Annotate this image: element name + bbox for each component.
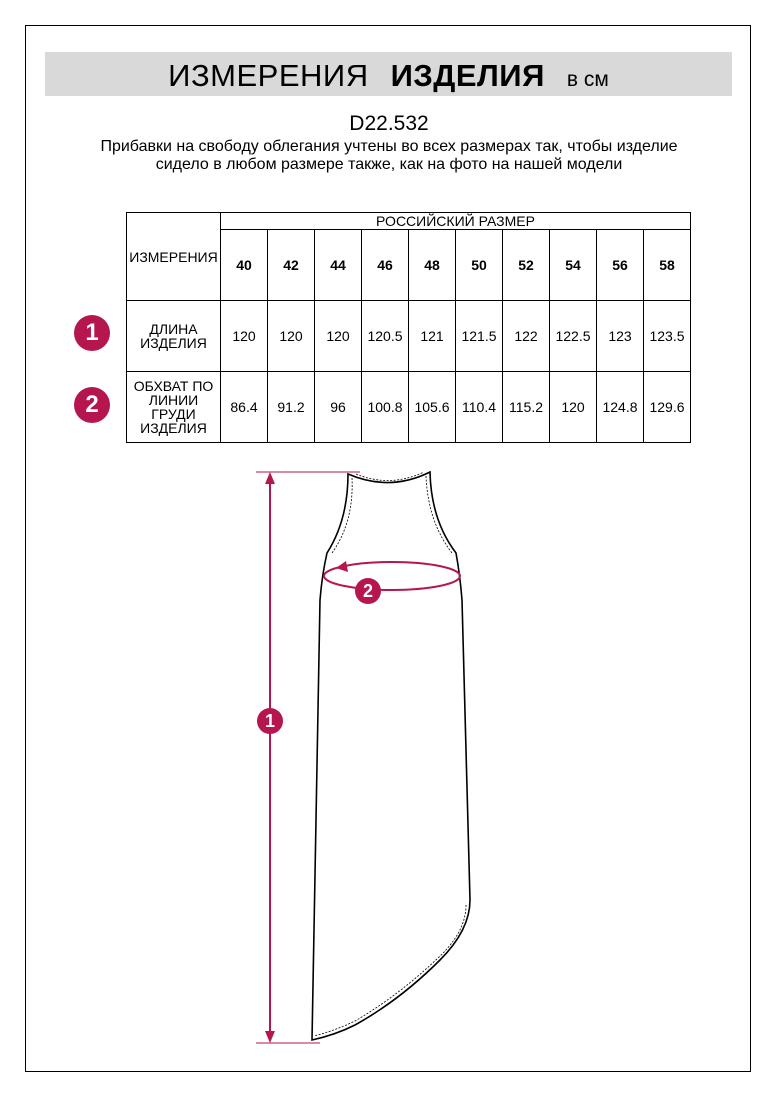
- table-cell: 123: [597, 301, 644, 372]
- row-badge-length: 1: [74, 315, 110, 351]
- table-cell: 100.8: [362, 372, 409, 443]
- table-cell: 123.5: [644, 301, 691, 372]
- size-header: 56: [597, 230, 644, 301]
- chest-measurement: [324, 561, 460, 590]
- size-system-label: РОССИЙСКИЙ РАЗМЕР: [221, 213, 691, 230]
- table-cell: 121.5: [456, 301, 503, 372]
- table-cell: 120: [268, 301, 315, 372]
- diagram-marker-chest: 2: [355, 578, 381, 604]
- table-cell: 96: [315, 372, 362, 443]
- title-garment: ИЗДЕЛИЯ: [390, 58, 545, 93]
- row-badge-chest: 2: [74, 387, 110, 423]
- length-measurement: [256, 472, 360, 1043]
- table-cell: 122: [503, 301, 550, 372]
- table-cell: 86.4: [221, 372, 268, 443]
- size-header: 58: [644, 230, 691, 301]
- corner-label: ИЗМЕРЕНИЯ: [127, 213, 221, 301]
- size-header: 46: [362, 230, 409, 301]
- arrow-down-icon: [265, 1031, 275, 1043]
- size-header: 48: [409, 230, 456, 301]
- article-number: D22.532: [349, 112, 429, 135]
- table-cell: 129.6: [644, 372, 691, 443]
- table-cell: 121: [409, 301, 456, 372]
- table-cell: 124.8: [597, 372, 644, 443]
- fit-note: Прибавки на свободу облегания учтены во всех размерах так, чтобы изделие сидело в любом размере также, как на фото на нашей модели: [100, 138, 678, 173]
- table-cell: 122.5: [550, 301, 597, 372]
- title-unit: в см: [566, 68, 609, 91]
- table-cell: 120: [550, 372, 597, 443]
- row-label-chest: ОБХВАТ ПО ЛИНИИ ГРУДИ ИЗДЕЛИЯ: [127, 372, 221, 443]
- title-measurements: ИЗМЕРЕНИЯ: [168, 58, 369, 93]
- table-cell: 91.2: [268, 372, 315, 443]
- size-header: 40: [221, 230, 268, 301]
- table-cell: 105.6: [409, 372, 456, 443]
- dress-outline: [312, 472, 470, 1040]
- table-cell: 120: [315, 301, 362, 372]
- size-header: 42: [268, 230, 315, 301]
- table-cell: 115.2: [503, 372, 550, 443]
- arrow-up-icon: [265, 472, 275, 484]
- size-header: 52: [503, 230, 550, 301]
- hem-stitch: [314, 905, 466, 1036]
- size-header: 50: [456, 230, 503, 301]
- diagram-marker-length: 1: [257, 708, 283, 734]
- table-cell: 120.5: [362, 301, 409, 372]
- table-cell: 110.4: [456, 372, 503, 443]
- table-cell: 120: [221, 301, 268, 372]
- row-label-length: ДЛИНА ИЗДЕЛИЯ: [127, 301, 221, 372]
- size-header: 44: [315, 230, 362, 301]
- size-header: 54: [550, 230, 597, 301]
- armhole-left-stitch: [332, 478, 352, 553]
